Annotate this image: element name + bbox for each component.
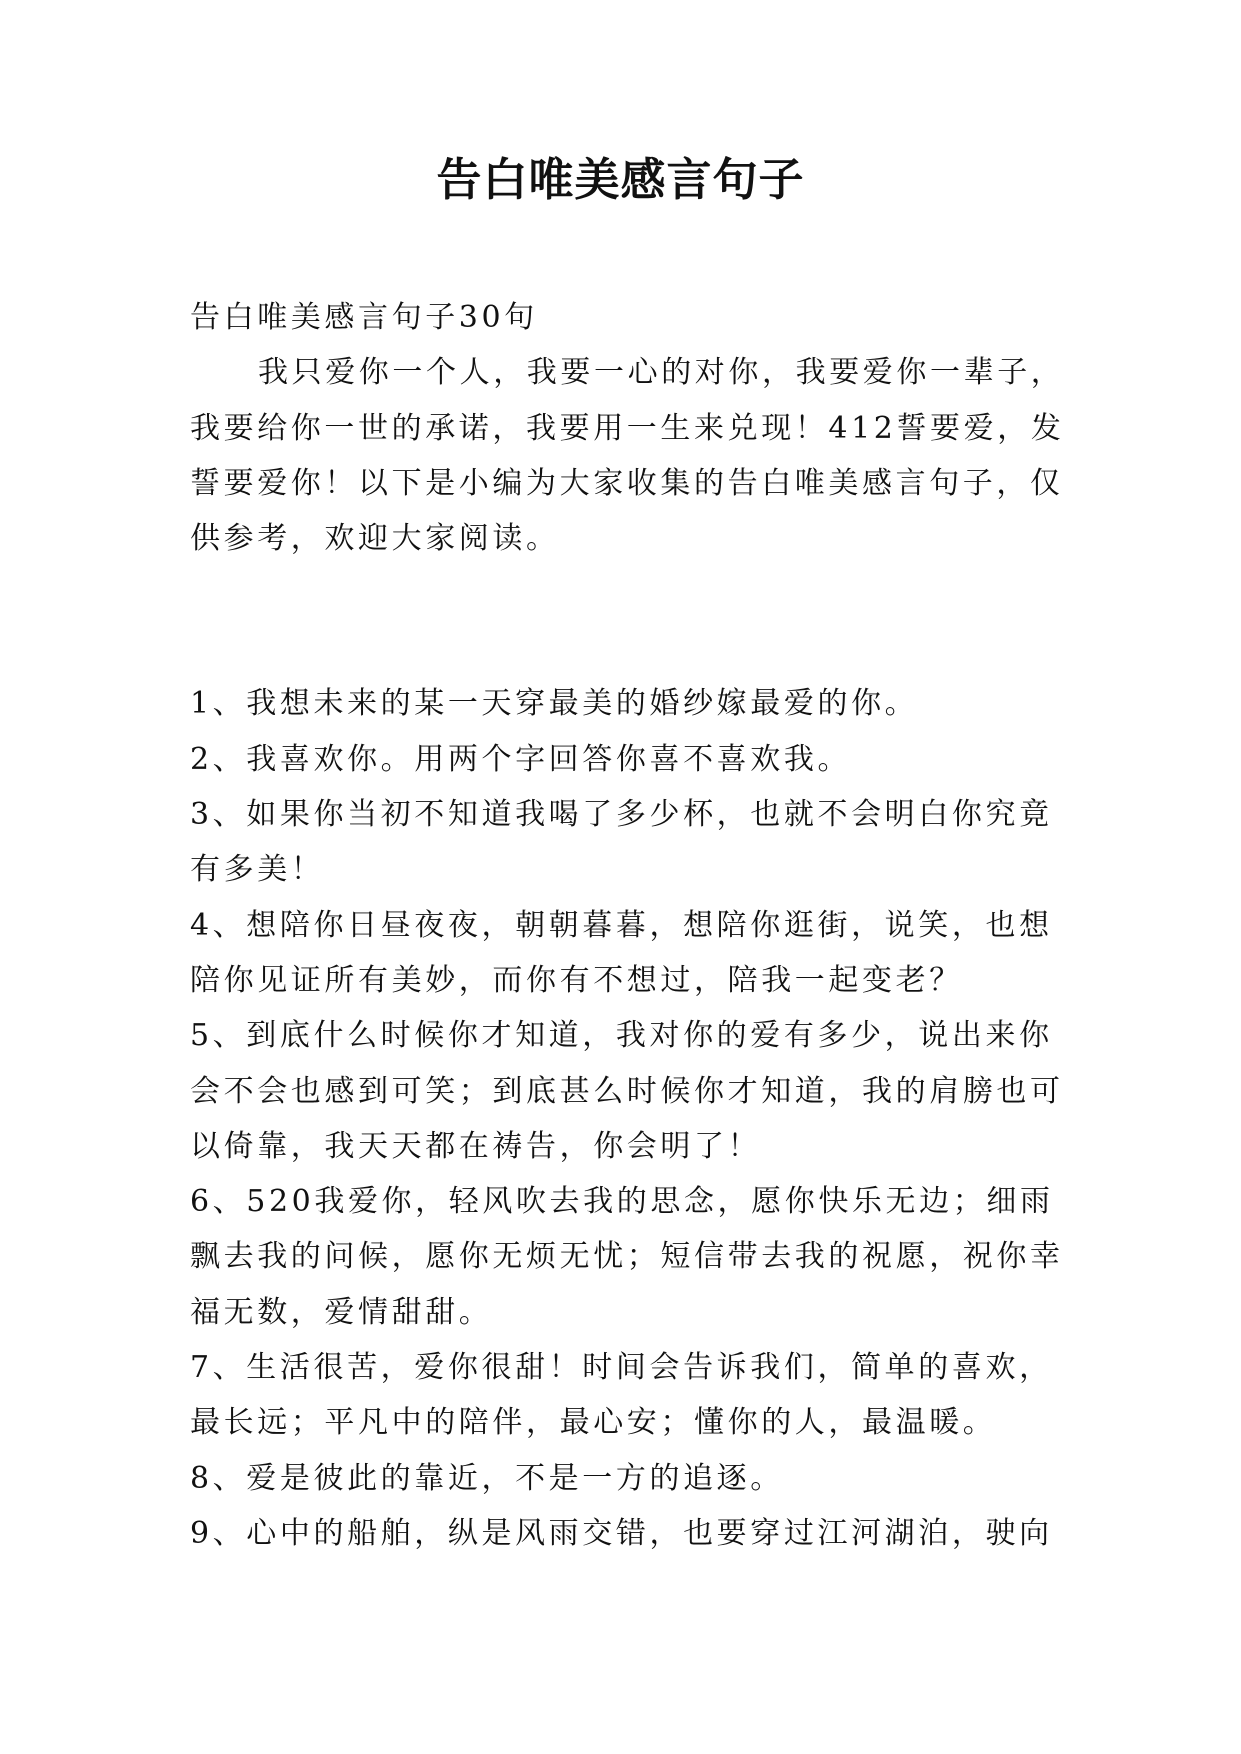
- list-item: 7、生活很苦，爱你很甜！时间会告诉我们，简单的喜欢，最长远；平凡中的陪伴，最心安；懂你的人，最温暖。: [190, 1350, 1053, 1441]
- list-item: 2、我喜欢你。用两个字回答你喜不喜欢我。: [190, 741, 852, 777]
- list-item: 8、爱是彼此的靠近，不是一方的追逐。: [190, 1460, 784, 1496]
- intro-paragraph: 我只爱你一个人，我要一心的对你，我要爱你一辈子，我要给你一世的承诺，我要用一生来兑现！412誓要爱，发誓要爱你！以下是小编为大家收集的告白唯美感言句子，仅供参考，欢迎大家阅读。: [190, 355, 1065, 557]
- list-item: 9、心中的船舶，纵是风雨交错，也要穿过江河湖泊，驶向: [190, 1515, 1053, 1551]
- document-subtitle: 告白唯美感言句子30句: [190, 300, 538, 335]
- document-title: 告白唯美感言句子: [436, 153, 805, 206]
- list-item: 5、到底什么时候你才知道，我对你的爱有多少，说出来你会不会也感到可笑；到底甚么时候你才知道，我的肩膀也可以倚靠，我天天都在祷告，你会明了！: [190, 1018, 1064, 1164]
- list-item: 3、如果你当初不知道我喝了多少杯，也就不会明白你究竟有多美！: [190, 797, 1053, 888]
- list-item: 4、想陪你日昼夜夜，朝朝暮暮，想陪你逛街，说笑，也想陪你见证所有美妙，而你有不想过，陪我一起变老？: [190, 907, 1053, 998]
- list-item: 6、520我爱你，轻风吹去我的思念，愿你快乐无边；细雨飘去我的问候，愿你无烦无忧；短信带去我的祝愿，祝你幸福无数，爱情甜甜。: [190, 1184, 1064, 1330]
- list-item: 1、我想未来的某一天穿最美的婚纱嫁最爱的你。: [190, 686, 919, 722]
- document-body: [190, 290, 1065, 1561]
- paragraph-spacer: [190, 566, 1065, 676]
